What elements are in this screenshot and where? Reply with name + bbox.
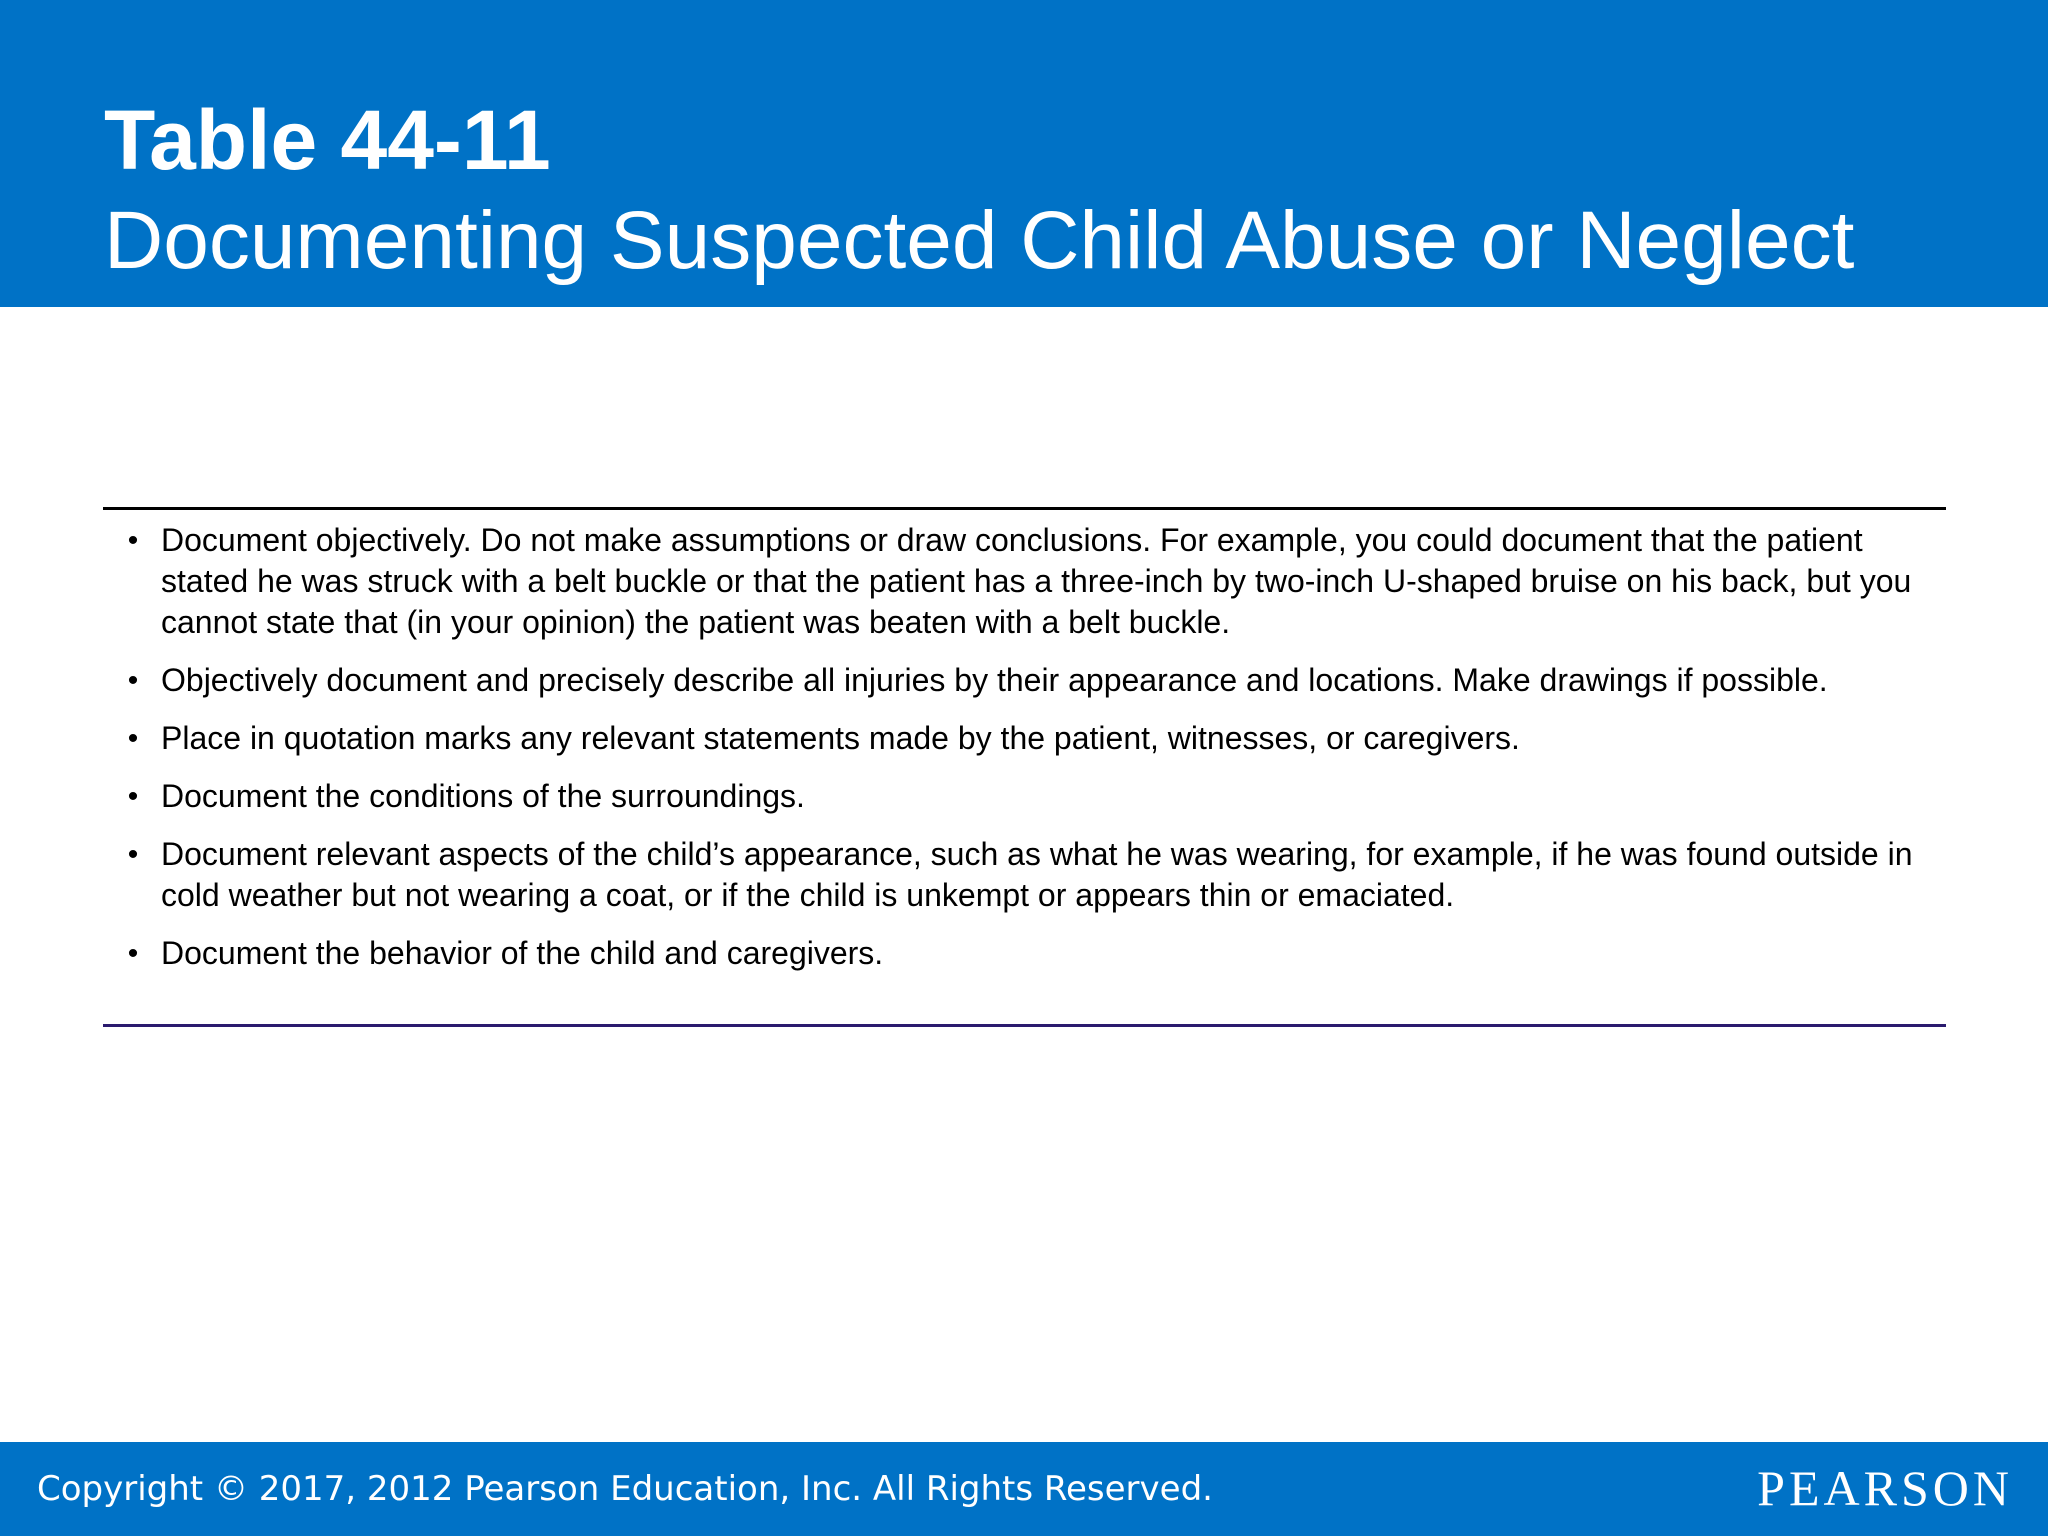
footer-bar — [0, 1442, 2048, 1536]
table-top-rule — [103, 507, 1946, 510]
bullet-icon: • — [127, 937, 139, 970]
list-item — [103, 834, 1946, 916]
list-item — [103, 933, 1946, 974]
pearson-logo: PEARSON — [1757, 1460, 2013, 1516]
page-title: Documenting Suspected Child Abuse or Neglect — [104, 195, 1855, 286]
table-bottom-rule — [103, 1024, 1946, 1027]
bullet-icon: • — [127, 722, 139, 755]
list-item-text: Place in quotation marks any relevant statements made by the patient, witnesses, or caregivers. — [161, 720, 1520, 756]
header-banner — [0, 0, 2048, 307]
table-number: Table 44-11 — [104, 93, 551, 187]
list-item-text: Document objectively. Do not make assumptions or draw conclusions. For example, you could document that the patient stated he was struck with a belt buckle or that the patient has a three-inch by two-inch U-shaped bruise on his back, but you cannot state that (in your opinion) the patient was beaten with a belt buckle. — [161, 522, 1912, 640]
list-item-text: Document the behavior of the child and caregivers. — [161, 935, 884, 971]
list-item-text: Document the conditions of the surroundings. — [161, 778, 805, 814]
copyright-text: Copyright © 2017, 2012 Pearson Education, Inc. All Rights Reserved. — [37, 1469, 1213, 1509]
list-item — [103, 776, 1946, 817]
list-item — [103, 520, 1946, 643]
list-item-text: Document relevant aspects of the child’s appearance, such as what he was wearing, for example, if he was found outside in cold weather but not wearing a coat, or if the child is unkempt or appears thin or emaciated. — [161, 836, 1913, 913]
bullet-icon: • — [127, 524, 139, 557]
bullet-icon: • — [127, 838, 139, 871]
bullet-list — [103, 520, 1946, 991]
list-item-text: Objectively document and precisely describe all injuries by their appearance and locations. Make drawings if possible. — [161, 662, 1828, 698]
bullet-icon: • — [127, 664, 139, 697]
list-item — [103, 718, 1946, 759]
bullet-icon: • — [127, 780, 139, 813]
list-item — [103, 660, 1946, 701]
